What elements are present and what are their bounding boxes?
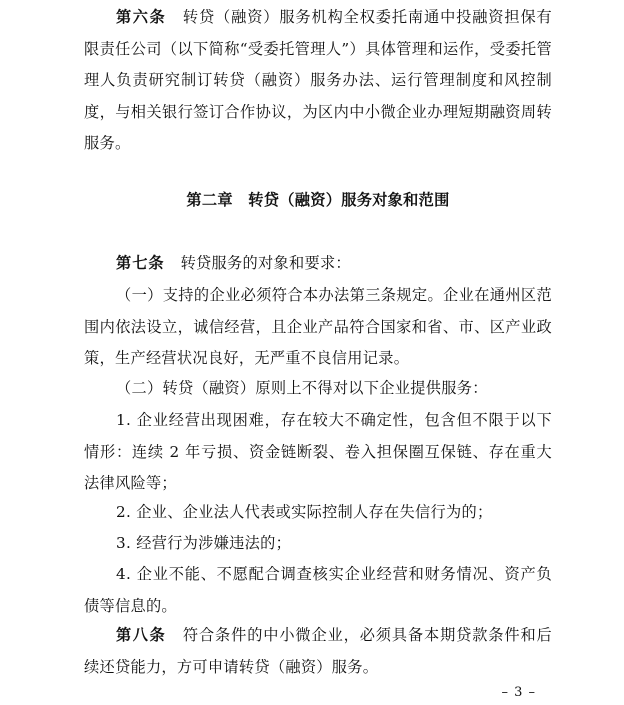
page-number: – 3 – [501,685,536,700]
article-7-sub-item-4: 4. 企业不能、不愿配合调查核实企业经营和财务情况、资产负债等信息的。 [84,565,552,615]
article-7-label: 第七条 [116,254,165,272]
article-7-sub-item-2: 2. 企业、企业法人代表或实际控制人存在失信行为的； [116,503,493,521]
article-7-paragraph [84,248,552,280]
article-8-text: 符合条件的中小微企业，必须具备本期贷款条件和后续还贷能力，方可申请转贷（融资）服务。 [84,626,553,676]
article-7-intro: 转贷服务的对象和要求： [180,254,351,272]
article-6-label: 第六条 [116,8,167,26]
article-7-item-2: （二）转贷（融资）原则上不得对以下企业提供服务： [116,379,488,397]
article-8-label: 第八条 [116,626,167,644]
article-7-sub-item-1: 1. 企业经营出现困难，存在较大不确定性，包含但不限于以下情形：连续 2 年亏损、资金链断裂、卷入担保圈互保链、存在重大法律风险等； [84,411,552,492]
article-7-sub-item-3: 3. 经营行为涉嫌违法的； [116,534,292,552]
article-8-paragraph [84,620,552,683]
article-6-text: 转贷（融资）服务机构全权委托南通中投融资担保有限责任公司（以下简称“受委托管理人”）具体管理和运作，受委托管理人负责研究制订转贷（融资）服务办法、运行管理制度和风控制度，与相关银行签订合作协议，为区内中小微企业办理短期融资周转服务。 [84,8,553,152]
article-6-paragraph [84,2,552,160]
article-7-item-1: （一）支持的企业必须符合本办法第三条规定。企业在通州区范围内依法设立，诚信经营，且企业产品符合国家和省、市、区产业政策，生产经营状况良好，无严重不良信用记录。 [84,286,552,367]
chapter-2-heading: 第二章 转贷（融资）服务对象和范围 [186,191,450,209]
